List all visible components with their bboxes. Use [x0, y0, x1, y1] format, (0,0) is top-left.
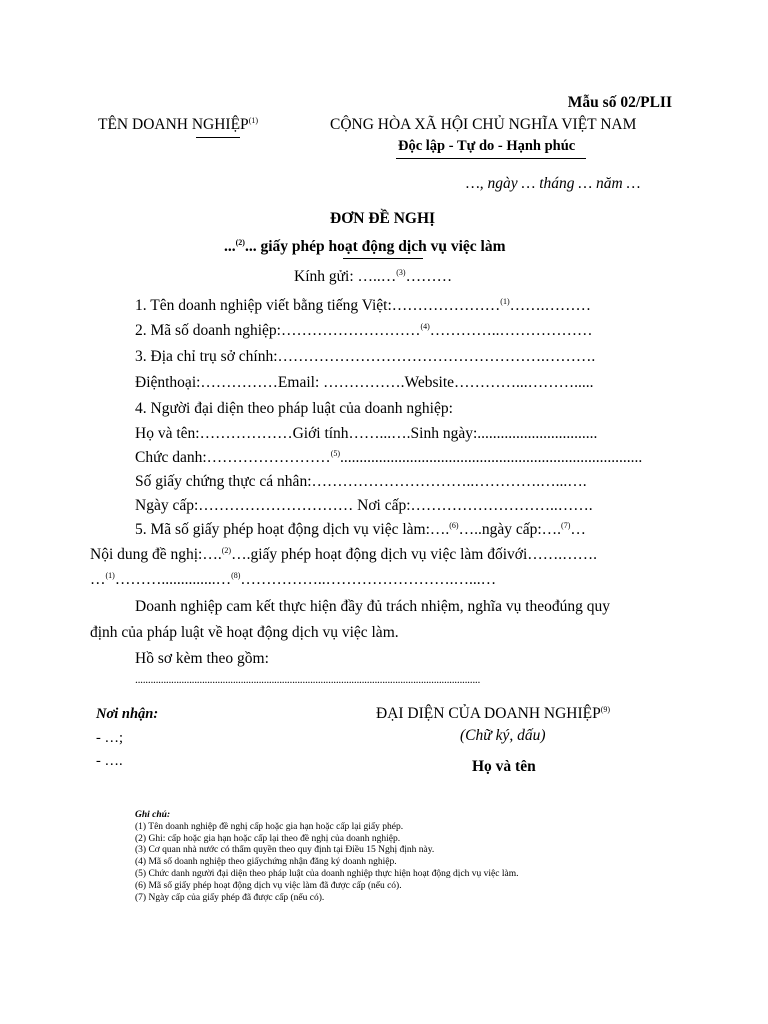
notes-section — [135, 810, 518, 904]
recipient-note: (3) — [396, 268, 406, 277]
field-request-dots: ….giấy phép hoạt động dịch vụ việc làm đốivới…….……. — [231, 546, 598, 563]
note-item: (2) Ghi: cấp hoặc gia hạn hoặc cấp lại theo đề nghị của doanh nghiệp. — [135, 833, 401, 844]
field-personal-id: Số giấy chứng thực cá nhân:…………………………..………….…...…. — [135, 473, 587, 490]
field-license-code-text: 5. Mã số giấy phép hoạt động dịch vụ việc làm:…. — [135, 521, 450, 538]
commitment-line-1: Doanh nghiệp cam kết thực hiện đầy đủ trách nhiệm, nghĩa vụ theođúng quy — [135, 598, 611, 615]
notes-heading: Ghi chú: — [135, 810, 171, 820]
section-legal-representative: 4. Người đại diện theo pháp luật của doanh nghiệp: — [135, 400, 453, 417]
note-item: (6) Mã số giấy phép hoạt động dịch vụ việc làm đã được cấp (nếu có). — [135, 880, 402, 891]
form-number: Mẫu số 02/PLII — [567, 94, 672, 111]
field-license-date-text: …..ngày cấp:…. — [458, 521, 562, 538]
organization-name — [98, 116, 258, 134]
field-representative-name: Họ và tên:………………Giới tính……...….Sinh ngày:............................... — [135, 425, 598, 442]
signer-subtitle: (Chữ ký, dấu) — [460, 727, 546, 744]
recipient-line — [294, 268, 452, 286]
subtitle-prefix: ... — [224, 238, 236, 255]
signer-name: Họ và tên — [472, 758, 536, 775]
attachments-dots: ...................................................................................................................................... — [135, 674, 481, 686]
field-company-name-dots: …….……… — [509, 297, 591, 314]
recipient-label: Kính gửi: …..… — [294, 268, 397, 285]
recipient-item-1: - …; — [96, 730, 123, 746]
field-license-code — [135, 521, 586, 539]
field-company-name-text: 1. Tên doanh nghiệp viết bằng tiếng Việt:………………… — [135, 297, 501, 314]
continuation-note-2: (8) — [231, 571, 241, 580]
date-line: …, ngày … tháng … năm … — [466, 175, 641, 192]
field-company-code-text: 2. Mã số doanh nghiệp:……………………… — [135, 322, 421, 339]
motto-underline — [396, 158, 586, 159]
continuation-note-1: (1) — [105, 571, 115, 580]
continuation-middle: ………..............… — [114, 571, 232, 588]
field-company-name-note: (1) — [500, 297, 510, 306]
field-request-continuation — [90, 571, 496, 589]
document-title: ĐƠN ĐỀ NGHỊ — [330, 210, 436, 227]
organization-name-text: TÊN DOANH NGHIỆP — [98, 116, 249, 133]
national-motto: Độc lập - Tự do - Hạnh phúc — [398, 138, 576, 154]
signer-title-note: (9) — [600, 705, 611, 714]
continuation-start: … — [90, 571, 106, 588]
organization-underline — [196, 137, 240, 138]
note-item: (1) Tên doanh nghiệp đề nghị cấp hoặc gia hạn hoặc cấp lại giấy phép. — [135, 821, 404, 832]
field-company-name — [135, 297, 591, 315]
field-request-content — [90, 546, 597, 564]
field-contact: Điệnthoại:……………Email: …………….Website…………...………..... — [135, 374, 594, 391]
document-subtitle — [224, 238, 505, 256]
recipients-label: Nơi nhận: — [96, 706, 159, 722]
continuation-end: ……………..…………………….…...… — [240, 571, 497, 588]
signer-title — [376, 705, 610, 723]
field-license-code-note: (6) — [449, 521, 459, 530]
field-head-office: 3. Địa chỉ trụ sở chính:…………………………………………….………. — [135, 348, 596, 365]
field-issue-info: Ngày cấp:………………………… Nơi cấp:………………………..……. — [135, 497, 593, 514]
field-request-note: (2) — [221, 546, 232, 555]
note-item: (4) Mã số doanh nghiệp theo giấychứng nhận đăng ký doanh nghiệp. — [135, 857, 397, 868]
field-position-note: (5) — [330, 449, 341, 458]
attachments-label: Hồ sơ kèm theo gồm: — [135, 650, 269, 667]
field-representative-position — [135, 449, 642, 467]
note-item: (5) Chức danh người đại diện theo pháp luật của doanh nghiệp thực hiện hoạt động dịch vụ việc làm. — [135, 868, 519, 879]
organization-name-note: (1) — [248, 116, 259, 125]
field-position-text: Chức danh:…………………… — [135, 449, 331, 466]
signer-title-text: ĐẠI DIỆN CỦA DOANH NGHIỆP — [376, 705, 601, 722]
recipient-tail: ……… — [405, 268, 453, 285]
field-company-code-note: (4) — [420, 322, 430, 331]
commitment-line-2: định của pháp luật về hoạt động dịch vụ việc làm. — [90, 624, 399, 641]
field-company-code-dots: …………..……………… — [429, 322, 593, 339]
country-name: CỘNG HÒA XÃ HỘI CHỦ NGHĨA VIỆT NAM — [330, 116, 637, 133]
field-request-text: Nội dung đề nghị:…. — [90, 546, 222, 563]
field-license-tail: … — [570, 521, 586, 538]
note-item: (3) Cơ quan nhà nước có thẩm quyền theo quy định tại Điều 15 Nghị định này. — [135, 845, 435, 856]
subtitle-text: ... giấy phép hoạt động dịch vụ việc làm — [244, 238, 506, 255]
note-item: (7) Ngày cấp của giấy phép đã được cấp (nếu có). — [135, 892, 325, 903]
subtitle-note: (2) — [235, 238, 245, 247]
subtitle-underline — [343, 258, 423, 259]
field-company-code — [135, 322, 593, 340]
field-license-date-note: (7) — [561, 521, 571, 530]
recipient-item-2: - …. — [96, 753, 123, 769]
field-position-dots: .............................................................................. — [340, 449, 643, 466]
